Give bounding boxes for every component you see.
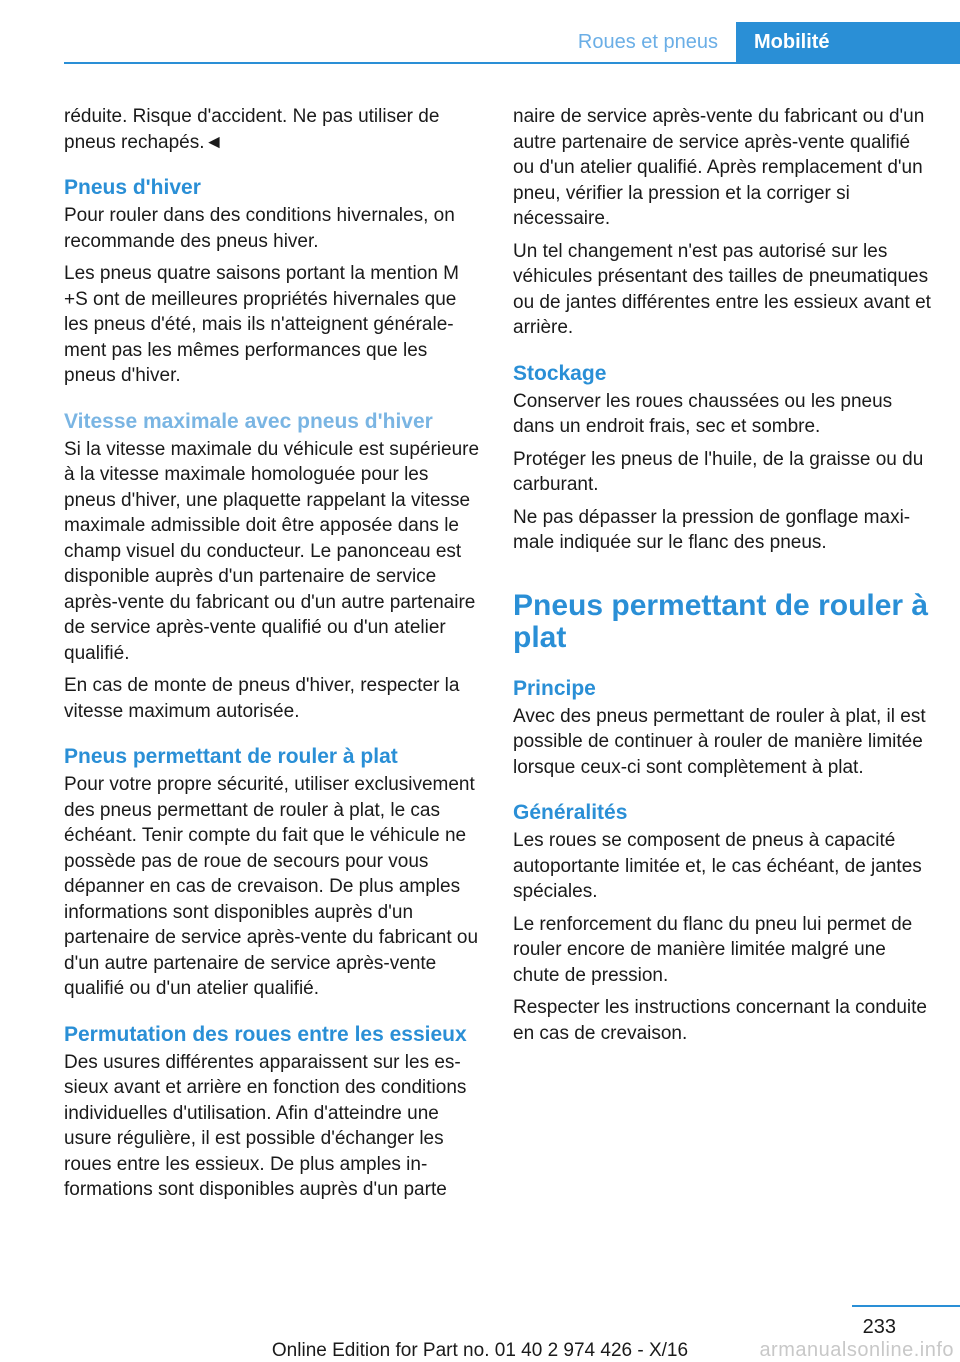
heading-max-speed: Vitesse maximale avec pneus d'hiver: [64, 409, 433, 433]
paragraph: Pour rouler dans des conditions hivernales, on recommande des pneus hiver.: [64, 205, 455, 252]
page-number: 233: [862, 1316, 896, 1338]
heading-general: Généralités: [513, 801, 628, 824]
left-column: [64, 104, 482, 1210]
paragraph: Si la vitesse maximale du véhicule est supérieure à la vitesse maximale homologuée pour les pneus d'hiver, une plaquette rappelant la vitesse maximale admissible doit être apposée dans le champ visuel du conducteur. Le panonceau est disponible auprès d'un partenaire de service après-vente du fabricant ou d'un autre partenaire de service après-vente qualifié ou d'un atelier qualifié.: [64, 438, 480, 664]
header-section-tab: Roues et pneus: [560, 22, 736, 62]
heading-storage: Stockage: [513, 361, 607, 385]
paragraph: Un tel changement n'est pas autorisé sur les véhicules présentant des tailles de pneumatiques ou de jantes différentes entre les essieux avant et arrière.: [513, 240, 931, 338]
header-chapter-tab: Mobilité: [736, 22, 960, 62]
paragraph: Protéger les pneus de l'huile, de la graisse ou du carburant.: [513, 448, 924, 495]
section-title-runflat: Pneus permettant de rouler à plat: [513, 588, 929, 654]
paragraph: Le renforcement du flanc du pneu lui permet de rouler encore de manière limitée malgré une chute de pression.: [513, 913, 913, 986]
paragraph: Ne pas dépasser la pression de gonflage maximale indiquée sur le flanc des pneus.: [513, 506, 911, 553]
edition-footer: Online Edition for Part no. 01 40 2 974 426 - X/16: [271, 1340, 689, 1361]
paragraph: Des usures différentes apparaissent sur les essieux avant et arrière en fonction des conditions individuelles d'utilisation. Afin d'atteindre une usure régulière, il est possible d'échanger les roues entre les essieux. De plus amples informations sont disponibles auprès d'un parte: [64, 1051, 467, 1200]
paragraph: En cas de monte de pneus d'hiver, respecter la vitesse maximum autorisée.: [64, 675, 460, 722]
page-header: [64, 22, 960, 64]
heading-wheel-rotation: Permutation des roues entre les essieux: [64, 1022, 467, 1046]
paragraph: Respecter les instructions concernant la conduite en cas de crevaison.: [513, 997, 928, 1044]
watermark: armanualsonline.info: [759, 1339, 954, 1361]
paragraph-continued: naire de service après-vente du fabricant ou d'un autre partenaire de service après-vente qualifié ou d'un atelier qualifié. Après remplacement d'un pneu, vérifier la pression et la corriger si nécessaire.: [513, 106, 925, 229]
paragraph: Les roues se composent de pneus à capacité autoportante limitée et, le cas échéant, de jantes spéciales.: [513, 830, 922, 902]
paragraph: Avec des pneus permettant de rouler à plat, il est possible de continuer à rouler de manière limitée lorsque ceux-ci sont complètement à plat.: [513, 705, 926, 778]
right-column: [513, 104, 933, 1053]
paragraph-intro: réduite. Risque d'accident. Ne pas utiliser de pneus rechapés.◄: [64, 106, 440, 153]
page-number-rule: [852, 1305, 960, 1307]
heading-winter-tires: Pneus d'hiver: [64, 176, 201, 199]
paragraph: Les pneus quatre saisons portant la mention M +S ont de meilleures propriétés hivernales que les pneus d'été, mais ils n'atteignent généralement pas les mêmes performances que les pneus d'hiver.: [64, 263, 460, 386]
heading-principle: Principe: [513, 676, 596, 700]
paragraph: Pour votre propre sécurité, utiliser exclusivement des pneus permettant de rouler à plat, le cas échéant. Tenir compte du fait que le véhicule ne possède pas de roue de secours pour vous dépanner en cas de crevaison. De plus amples informations sont disponibles auprès d'un partenaire de service après-vente du fabricant ou d'un autre partenaire de service après-vente qualifié ou d'un atelier qualifié.: [64, 774, 479, 999]
paragraph: Conserver les roues chaussées ou les pneus dans un endroit frais, sec et sombre.: [513, 390, 893, 437]
heading-runflat: Pneus permettant de rouler à plat: [64, 745, 398, 768]
